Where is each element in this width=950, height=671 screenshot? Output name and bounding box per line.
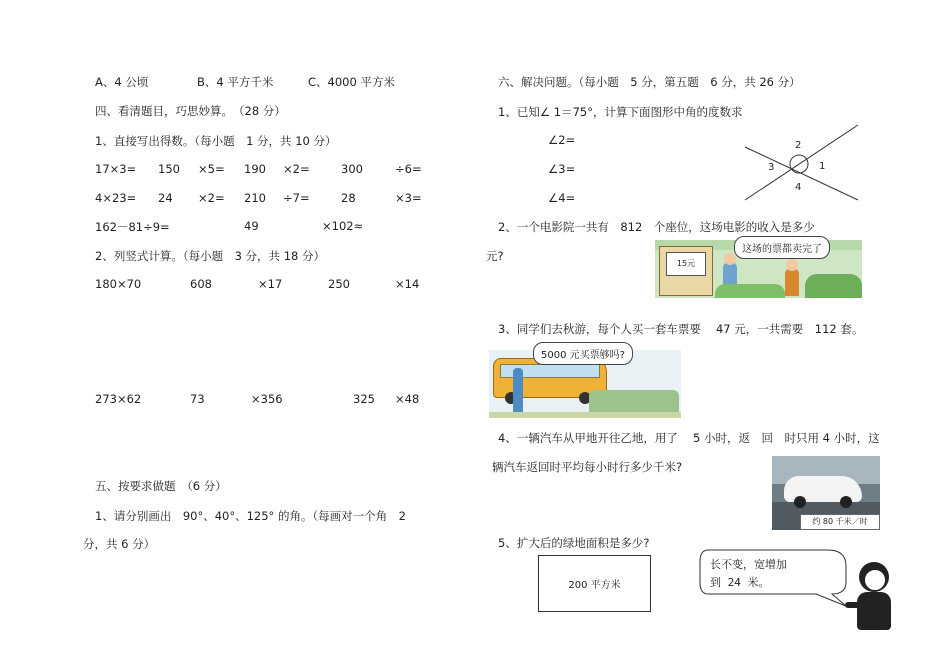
bubble-line-1: 长不变，宽增加 (710, 558, 787, 571)
math-item: ÷6= (395, 162, 422, 176)
calc-item: 325 (353, 392, 375, 406)
calc-item: ×48 (395, 392, 420, 406)
person-figure (785, 268, 799, 296)
green-area-rectangle: 200 平方米 (538, 555, 651, 612)
cinema-speech-bubble: 这场的票都卖完了 (734, 236, 830, 259)
math-item: 300 (341, 162, 363, 176)
angle-4-answer: ∠4= (548, 191, 576, 205)
calc-item: 273×62 (95, 392, 142, 406)
students-group (589, 390, 679, 414)
option-a: A、4 公顷 (95, 75, 149, 89)
math-item: ×102≈ (322, 219, 364, 233)
section4-title: 四、看清题目，巧思妙算。 （28 分） (95, 104, 286, 118)
calc-item: 180×70 (95, 277, 142, 291)
q4-line2: 辆汽车返回时平均每小时行多少千米? (492, 460, 683, 474)
bushes (805, 274, 862, 298)
calc-item: ×17 (258, 277, 283, 291)
q5-speech-bubble (698, 546, 858, 612)
section6-title: 六、解决问题。（每小题 5 分，第五题 6 分，共 26 分） (498, 75, 801, 89)
q1-text: 1、已知∠ 1＝75°，计算下面图形中角的度数求 (498, 105, 743, 119)
ticket-booth (659, 246, 713, 296)
option-c: C、4000 平方米 (308, 75, 395, 89)
q2-line1: 2、一个电影院一共有 812 个座位，这场电影的收入是多少 (498, 220, 815, 234)
field-trip-speech-bubble: 5000 元买票够吗? (533, 342, 633, 365)
math-item: ÷7= (283, 191, 310, 205)
angle-label-2: 2 (795, 140, 802, 151)
line-b (745, 125, 858, 200)
girl-illustration (845, 562, 903, 634)
section5-q1-line1: 1、请分别画出 90°、40°、125° 的角。（每画对一个角 2 (95, 509, 407, 523)
math-item: ×5= (198, 162, 225, 176)
option-b: B、4 平方千米 (197, 75, 274, 89)
angle-2-answer: ∠2= (548, 133, 576, 147)
math-item: 162－81÷9= (95, 220, 170, 234)
math-item: 49 (244, 219, 259, 233)
math-item: ×3= (395, 191, 422, 205)
angle-label-3: 3 (768, 162, 775, 173)
angle-3-answer: ∠3= (548, 162, 576, 176)
math-item: 17×3= (95, 162, 137, 176)
teacher-figure (513, 368, 523, 414)
q4-line1: 4、一辆汽车从甲地开往乙地，用了 5 小时，返 回 时只用 4 小时，这 (498, 431, 880, 445)
section4-q1-title: 1、直接写出得数。（每小题 1 分，共 10 分） (95, 134, 337, 148)
math-item: 190 (244, 162, 266, 176)
q2-line2: 元? (486, 249, 504, 263)
math-item: 28 (341, 191, 356, 205)
angle-label-4: 4 (795, 182, 802, 193)
math-item: 4×23= (95, 191, 137, 205)
section5-q1-line2: 分，共 6 分） (83, 537, 156, 551)
math-item: 210 (244, 191, 266, 205)
math-item: 150 (158, 162, 180, 176)
calc-item: ×356 (251, 392, 283, 406)
math-item: ×2= (283, 162, 310, 176)
ticket-sign: 15元 (666, 252, 706, 276)
math-item: 24 (158, 191, 173, 205)
calc-item: ×14 (395, 277, 420, 291)
speed-label: 约 80 千米／时 (800, 514, 880, 530)
bubble-line-2: 到 24 米。 (710, 576, 770, 589)
q5-text: 5、扩大后的绿地面积是多少? (498, 536, 650, 550)
angle-label-1: 1 (819, 161, 826, 172)
calc-item: 73 (190, 392, 205, 406)
section4-q2-title: 2、列竖式计算。（每小题 3 分，共 18 分） (95, 249, 325, 263)
math-item: ×2= (198, 191, 225, 205)
q3-text: 3、同学们去秋游，每个人买一套车票要 47 元，一共需要 112 套。 (498, 322, 864, 336)
intersecting-lines-diagram (740, 122, 865, 204)
calc-item: 608 (190, 277, 212, 291)
car-photo (772, 456, 880, 530)
calc-item: 250 (328, 277, 350, 291)
section5-title: 五、按要求做题 （6 分） (95, 479, 227, 493)
